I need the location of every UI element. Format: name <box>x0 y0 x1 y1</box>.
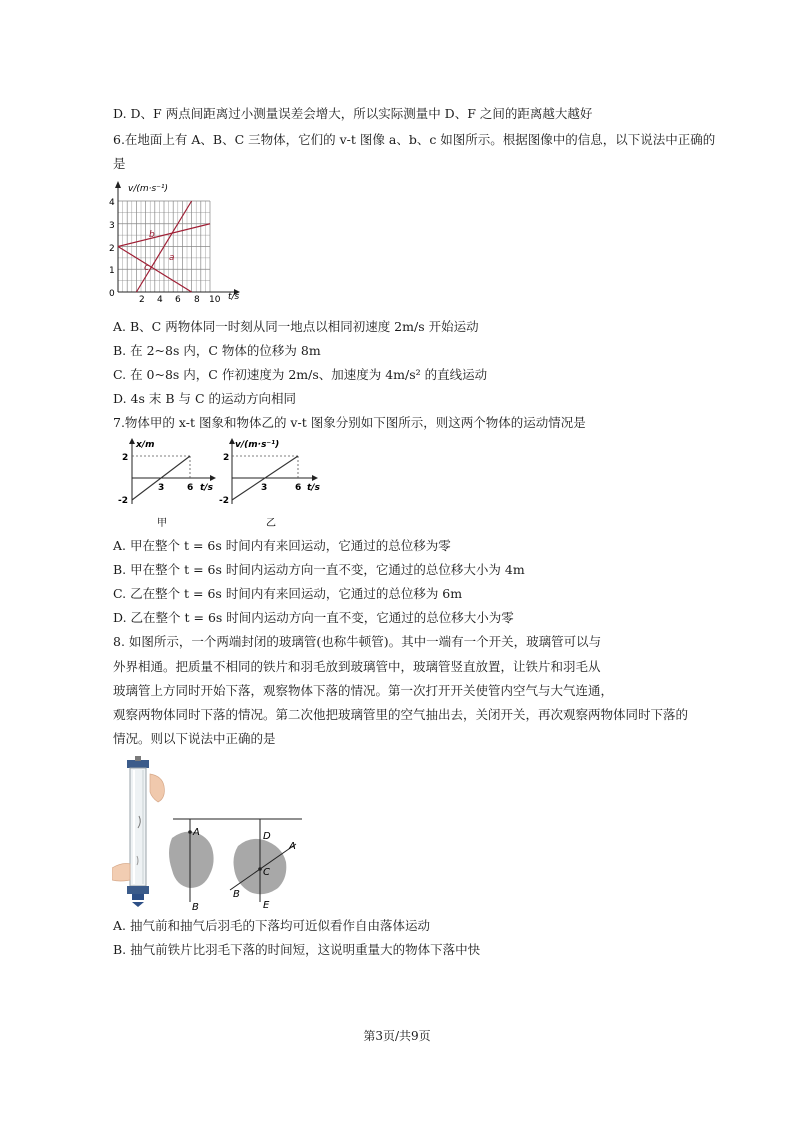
x-axis-label: t/s <box>228 292 240 302</box>
tick-label: 3 <box>158 483 165 493</box>
vt-graph-figure-6 <box>108 178 248 308</box>
option-d: D. 4s 末 B 与 C 的运动方向相同 <box>113 391 297 406</box>
option-d: D. 乙在整个 t = 6s 时间内运动方向一直不变，它通过的总位移大小为零 <box>113 610 514 625</box>
point-label-b: B <box>192 902 199 913</box>
plate-diagram-2 <box>230 819 296 911</box>
x-tick-label: 6 <box>175 295 181 305</box>
text-line: 外界相通。把质量不相同的铁片和羽毛放到玻璃管中，玻璃管竖直放置，让铁片和羽毛从 <box>113 659 601 674</box>
tick-label: 3 <box>261 483 268 493</box>
y-tick-label: 2 <box>109 244 115 254</box>
xt-graph-jia <box>112 436 222 532</box>
vt-graph-yi <box>214 436 326 532</box>
point-label-b2: B <box>233 889 240 900</box>
y-axis-label: x/m <box>136 440 155 450</box>
x-axis-label: t/s <box>200 483 213 493</box>
question-7-stem: 7.物体甲的 x-t 图象和物体乙的 v-t 图象分别如下图所示，则这两个物体的运动情况是 <box>113 415 586 430</box>
option-c: C. 在 0~8s 内，C 作初速度为 2m/s、加速度为 4m/s² 的直线运动 <box>113 367 488 382</box>
curve-label-c: c <box>144 263 149 273</box>
tick-label: 6 <box>187 483 194 493</box>
newton-tube-illustration <box>112 756 164 907</box>
tick-label: -2 <box>219 496 229 506</box>
point-label-c: C <box>263 867 270 878</box>
question-6-stem: 6.在地面上有 A、B、C 三物体，它们的 v-t 图像 a、b、c 如图所示。根据图像中的信息，以下说法中正确的 <box>113 132 716 147</box>
point-label-a2: A <box>289 841 296 852</box>
option-a: A. B、C 两物体同一时刻从同一地点以相同初速度 2m/s 开始运动 <box>113 319 479 334</box>
option-a: A. 抽气前和抽气后羽毛的下落均可近似看作自由落体运动 <box>113 918 430 933</box>
question-8-stem: 8. 如图所示，一个两端封闭的玻璃管(也称牛顿管)。其中一端有一个开关，玻璃管可以与 <box>113 634 602 649</box>
y-axis-label: v/(m·s⁻¹) <box>128 184 169 194</box>
point-label-a: A <box>193 827 200 838</box>
curve-label-a: a <box>169 253 175 263</box>
text-line: 观察两物体同时下落的情况。第二次他把玻璃管里的空气抽出去，关闭开关，再次观察两物体同时下落的 <box>113 707 689 722</box>
x-tick-label: 10 <box>209 295 221 305</box>
tick-label: 2 <box>223 453 230 463</box>
text-line: 是 <box>113 156 126 171</box>
y-tick-label: 3 <box>109 221 115 231</box>
caption-yi: 乙 <box>266 518 276 529</box>
option-c: C. 乙在整个 t = 6s 时间内有来回运动，它通过的总位移为 6m <box>113 586 463 601</box>
point-label-e: E <box>263 900 270 911</box>
tick-label: 6 <box>295 483 302 493</box>
x-tick-label: 8 <box>194 295 200 305</box>
y-tick-label: 4 <box>109 198 115 208</box>
y-tick-label: 1 <box>109 266 115 276</box>
x-tick-label: 2 <box>139 295 145 305</box>
x-tick-label: 4 <box>157 295 163 305</box>
y-tick-label: 0 <box>109 289 115 299</box>
point-label-d: D <box>263 831 271 842</box>
option-a: A. 甲在整个 t = 6s 时间内有来回运动，它通过的总位移为零 <box>113 538 451 553</box>
text-line: 情况。则以下说法中正确的是 <box>113 731 276 746</box>
option-b: B. 抽气前铁片比羽毛下落的时间短，这说明重量大的物体下落中快 <box>113 942 481 957</box>
y-axis-label: v/(m·s⁻¹) <box>235 440 280 450</box>
x-axis-label: t/s <box>307 483 320 493</box>
tick-label: 2 <box>122 453 129 463</box>
text-line: 玻璃管上方同时开始下落，观察物体下落的情况。第一次打开开关使管内空气与大气连通， <box>113 683 614 698</box>
page-footer: 第3页/共9页 <box>363 1029 431 1043</box>
tick-label: -2 <box>118 496 128 506</box>
newton-tube-figure <box>112 756 312 914</box>
curve-label-b: b <box>149 230 155 240</box>
axes <box>115 181 240 295</box>
option-b: B. 在 2~8s 内，C 物体的位移为 8m <box>113 343 321 358</box>
caption-jia: 甲 <box>157 518 167 529</box>
text-line: D. D、F 两点间距离过小测量误差会增大，所以实际测量中 D、F 之间的距离越大越好 <box>113 106 593 121</box>
option-b: B. 甲在整个 t = 6s 时间内运动方向一直不变，它通过的总位移大小为 4m <box>113 562 525 577</box>
